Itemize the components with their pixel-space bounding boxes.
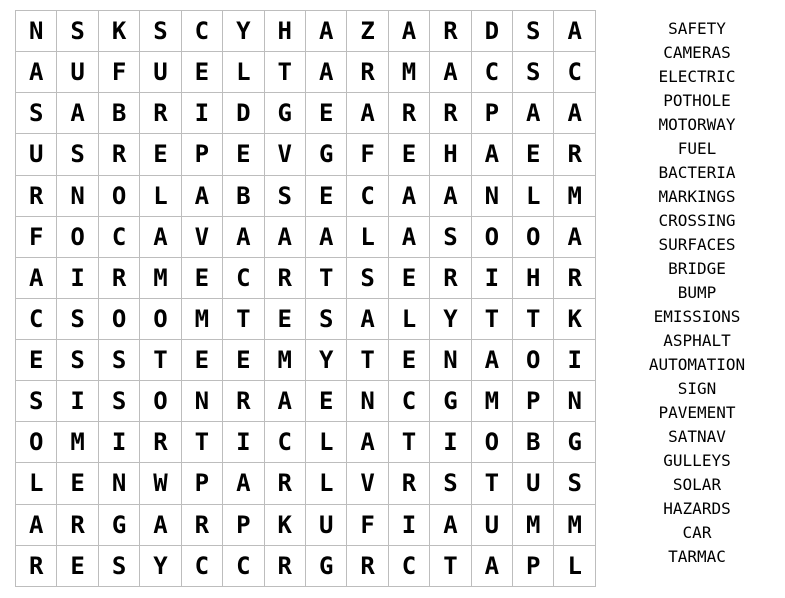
grid-cell[interactable]: L	[513, 176, 554, 217]
grid-cell[interactable]: A	[389, 11, 430, 52]
grid-cell[interactable]: V	[182, 217, 223, 258]
grid-cell[interactable]: I	[554, 340, 595, 381]
grid-cell[interactable]: A	[265, 217, 306, 258]
grid-cell[interactable]: H	[430, 134, 471, 175]
grid-cell[interactable]: S	[513, 11, 554, 52]
grid-cell[interactable]: R	[554, 134, 595, 175]
grid-cell[interactable]: R	[389, 93, 430, 134]
grid-cell[interactable]: P	[513, 546, 554, 587]
grid-cell[interactable]: S	[16, 93, 57, 134]
grid-cell[interactable]: A	[347, 299, 388, 340]
grid-cell[interactable]: M	[554, 505, 595, 546]
grid-cell[interactable]: N	[554, 381, 595, 422]
word-list-item: AUTOMATION	[648, 355, 746, 374]
word-list-item: EMISSIONS	[653, 307, 741, 326]
grid-cell[interactable]: P	[223, 505, 264, 546]
grid-cell[interactable]: S	[57, 340, 98, 381]
grid-cell[interactable]: R	[430, 258, 471, 299]
grid-cell[interactable]: G	[306, 134, 347, 175]
word-list-item: ASPHALT	[663, 331, 731, 350]
grid-cell[interactable]: E	[57, 463, 98, 504]
grid-cell[interactable]: I	[472, 258, 513, 299]
grid-cell[interactable]: E	[306, 93, 347, 134]
grid-cell[interactable]: I	[57, 258, 98, 299]
grid-cell[interactable]: W	[140, 463, 181, 504]
word-list-item: GULLEYS	[663, 451, 731, 470]
grid-cell[interactable]: M	[554, 176, 595, 217]
grid-cell[interactable]: T	[182, 422, 223, 463]
grid-cell[interactable]: T	[430, 546, 471, 587]
grid-cell[interactable]: T	[472, 299, 513, 340]
grid-cell[interactable]: S	[430, 217, 471, 258]
grid-cell[interactable]: M	[140, 258, 181, 299]
grid-cell[interactable]: U	[57, 52, 98, 93]
grid-cell[interactable]: A	[306, 217, 347, 258]
word-list-item: BACTERIA	[658, 163, 736, 182]
grid-cell[interactable]: F	[16, 217, 57, 258]
grid-cell[interactable]: S	[347, 258, 388, 299]
word-list-item: CAR	[682, 523, 712, 542]
grid-cell[interactable]: N	[347, 381, 388, 422]
grid-cell[interactable]: A	[430, 52, 471, 93]
grid-cell[interactable]: N	[472, 176, 513, 217]
grid-cell[interactable]: Y	[140, 546, 181, 587]
grid-cell[interactable]: I	[182, 93, 223, 134]
grid-cell[interactable]: R	[140, 93, 181, 134]
grid-cell[interactable]: S	[99, 340, 140, 381]
word-list-item: POTHOLE	[663, 91, 731, 110]
grid-cell[interactable]: T	[140, 340, 181, 381]
grid-cell[interactable]: A	[347, 93, 388, 134]
word-list-item: SATNAV	[668, 427, 726, 446]
grid-cell[interactable]: E	[223, 340, 264, 381]
grid-cell[interactable]: R	[99, 258, 140, 299]
grid-cell[interactable]: E	[182, 52, 223, 93]
grid-cell[interactable]: E	[140, 134, 181, 175]
word-list-item: SAFETY	[668, 19, 726, 38]
word-list-item: BUMP	[677, 283, 717, 302]
grid-cell[interactable]: L	[306, 422, 347, 463]
grid-cell[interactable]: T	[223, 299, 264, 340]
grid-cell[interactable]: S	[57, 134, 98, 175]
grid-cell[interactable]: N	[57, 176, 98, 217]
grid-cell[interactable]: A	[472, 134, 513, 175]
grid-cell[interactable]: C	[554, 52, 595, 93]
grid-cell[interactable]: T	[513, 299, 554, 340]
grid-cell[interactable]: A	[16, 258, 57, 299]
grid-cell[interactable]: C	[223, 546, 264, 587]
grid-cell[interactable]: L	[554, 546, 595, 587]
grid-cell[interactable]: B	[99, 93, 140, 134]
grid-cell[interactable]: I	[430, 422, 471, 463]
word-list-item: HAZARDS	[663, 499, 731, 518]
grid-cell[interactable]: V	[265, 134, 306, 175]
grid-cell[interactable]: Y	[223, 11, 264, 52]
grid-cell[interactable]: R	[430, 93, 471, 134]
word-list-item: CROSSING	[658, 211, 736, 230]
grid-cell[interactable]: L	[140, 176, 181, 217]
grid-cell[interactable]: O	[513, 340, 554, 381]
grid-cell[interactable]: D	[472, 11, 513, 52]
grid-cell[interactable]: A	[223, 463, 264, 504]
grid-cell[interactable]: R	[265, 546, 306, 587]
grid-cell[interactable]: A	[430, 176, 471, 217]
grid-cell[interactable]: L	[347, 217, 388, 258]
grid-cell[interactable]: A	[347, 422, 388, 463]
grid-cell[interactable]: A	[554, 217, 595, 258]
grid-cell[interactable]: K	[265, 505, 306, 546]
grid-cell[interactable]: F	[99, 52, 140, 93]
grid-cell[interactable]: T	[265, 52, 306, 93]
grid-cell[interactable]: C	[99, 217, 140, 258]
grid-cell[interactable]: O	[99, 176, 140, 217]
grid-cell[interactable]: S	[265, 176, 306, 217]
grid-cell[interactable]: A	[306, 52, 347, 93]
grid-cell[interactable]: E	[57, 546, 98, 587]
grid-cell[interactable]: M	[57, 422, 98, 463]
grid-cell[interactable]: M	[472, 381, 513, 422]
grid-cell[interactable]: G	[430, 381, 471, 422]
grid-cell[interactable]: A	[140, 505, 181, 546]
grid-cell[interactable]: C	[347, 176, 388, 217]
grid-cell[interactable]: E	[389, 134, 430, 175]
grid-cell[interactable]: L	[306, 463, 347, 504]
word-list-item: SOLAR	[672, 475, 722, 494]
grid-cell[interactable]: A	[140, 217, 181, 258]
grid-cell[interactable]: K	[99, 11, 140, 52]
grid-cell[interactable]: A	[430, 505, 471, 546]
grid-cell[interactable]: M	[389, 52, 430, 93]
grid-cell[interactable]: E	[265, 299, 306, 340]
grid-cell[interactable]: A	[472, 546, 513, 587]
grid-cell[interactable]: G	[99, 505, 140, 546]
grid-cell[interactable]: S	[99, 381, 140, 422]
word-list-item: MOTORWAY	[658, 115, 736, 134]
grid-cell[interactable]: O	[16, 422, 57, 463]
grid-cell[interactable]: M	[265, 340, 306, 381]
grid-cell[interactable]: Y	[430, 299, 471, 340]
grid-cell[interactable]: O	[472, 217, 513, 258]
grid-cell[interactable]: B	[513, 422, 554, 463]
grid-cell[interactable]: H	[265, 11, 306, 52]
grid-cell[interactable]: R	[16, 546, 57, 587]
grid-cell[interactable]: S	[16, 381, 57, 422]
grid-cell[interactable]: R	[223, 381, 264, 422]
grid-cell[interactable]: A	[554, 93, 595, 134]
grid-cell[interactable]: C	[472, 52, 513, 93]
grid-cell[interactable]: I	[57, 381, 98, 422]
grid-cell[interactable]: F	[347, 134, 388, 175]
grid-cell[interactable]: S	[430, 463, 471, 504]
grid-cell[interactable]: R	[140, 422, 181, 463]
grid-cell[interactable]: B	[223, 176, 264, 217]
grid-cell[interactable]: P	[513, 381, 554, 422]
grid-cell[interactable]: A	[223, 217, 264, 258]
word-list-item: BRIDGE	[668, 259, 726, 278]
grid-cell[interactable]: R	[430, 11, 471, 52]
grid-cell[interactable]: T	[306, 258, 347, 299]
grid-cell[interactable]: O	[140, 381, 181, 422]
grid-cell[interactable]: S	[57, 11, 98, 52]
grid-cell[interactable]: P	[182, 463, 223, 504]
grid-cell[interactable]: S	[554, 463, 595, 504]
grid-cell[interactable]: L	[389, 299, 430, 340]
grid-cell[interactable]: N	[182, 381, 223, 422]
grid-cell[interactable]: S	[513, 52, 554, 93]
grid-cell[interactable]: T	[389, 422, 430, 463]
grid-cell[interactable]: C	[182, 546, 223, 587]
grid-cell[interactable]: N	[16, 11, 57, 52]
grid-cell[interactable]: O	[140, 299, 181, 340]
grid-cell[interactable]: O	[57, 217, 98, 258]
grid-cell[interactable]: K	[554, 299, 595, 340]
grid-cell[interactable]: R	[57, 505, 98, 546]
grid-cell[interactable]: R	[16, 176, 57, 217]
grid-cell[interactable]: A	[472, 340, 513, 381]
grid-cell[interactable]: A	[182, 176, 223, 217]
grid-cell[interactable]: F	[347, 505, 388, 546]
grid-cell[interactable]: C	[223, 258, 264, 299]
grid-cell[interactable]: C	[265, 422, 306, 463]
grid-cell[interactable]: N	[430, 340, 471, 381]
word-list-item: CAMERAS	[663, 43, 731, 62]
grid-cell[interactable]: U	[16, 134, 57, 175]
grid-cell[interactable]: R	[554, 258, 595, 299]
grid-cell[interactable]: A	[16, 505, 57, 546]
grid-cell[interactable]: P	[472, 93, 513, 134]
word-list-item: SURFACES	[658, 235, 736, 254]
grid-cell[interactable]: I	[389, 505, 430, 546]
grid-cell[interactable]: E	[389, 258, 430, 299]
grid-cell[interactable]: L	[223, 52, 264, 93]
word-list-item: SIGN	[677, 379, 717, 398]
grid-cell[interactable]: O	[472, 422, 513, 463]
grid-cell[interactable]: C	[16, 299, 57, 340]
grid-cell[interactable]: M	[182, 299, 223, 340]
grid-cell[interactable]: U	[140, 52, 181, 93]
grid-cell[interactable]: U	[306, 505, 347, 546]
grid-cell[interactable]: Z	[347, 11, 388, 52]
grid-cell[interactable]: E	[513, 134, 554, 175]
grid-cell[interactable]: R	[265, 258, 306, 299]
letter-grid	[15, 10, 596, 587]
grid-cell[interactable]: S	[57, 299, 98, 340]
grid-cell[interactable]: A	[389, 217, 430, 258]
word-list-item: TARMAC	[668, 547, 726, 566]
grid-cell[interactable]: O	[513, 217, 554, 258]
grid-cell[interactable]: R	[347, 52, 388, 93]
grid-cell[interactable]: R	[347, 546, 388, 587]
grid-cell[interactable]: A	[57, 93, 98, 134]
grid-cell[interactable]: U	[472, 505, 513, 546]
grid-cell[interactable]: C	[389, 546, 430, 587]
grid-cell[interactable]: A	[306, 11, 347, 52]
grid-cell[interactable]: S	[140, 11, 181, 52]
grid-cell[interactable]: R	[389, 463, 430, 504]
grid-cell[interactable]: O	[99, 299, 140, 340]
grid-cell[interactable]: A	[265, 381, 306, 422]
word-list-item: PAVEMENT	[658, 403, 736, 422]
grid-cell[interactable]: T	[472, 463, 513, 504]
grid-cell[interactable]: D	[223, 93, 264, 134]
grid-cell[interactable]: E	[16, 340, 57, 381]
grid-cell[interactable]: E	[223, 134, 264, 175]
grid-cell[interactable]: E	[306, 176, 347, 217]
grid-cell[interactable]: S	[306, 299, 347, 340]
grid-cell[interactable]: E	[182, 340, 223, 381]
grid-cell[interactable]: E	[182, 258, 223, 299]
word-list	[612, 17, 782, 569]
grid-cell[interactable]: U	[513, 463, 554, 504]
grid-cell[interactable]: P	[182, 134, 223, 175]
grid-cell[interactable]: G	[554, 422, 595, 463]
grid-cell[interactable]: V	[347, 463, 388, 504]
grid-cell[interactable]: Y	[306, 340, 347, 381]
grid-cell[interactable]: A	[554, 11, 595, 52]
word-list-item: FUEL	[677, 139, 717, 158]
grid-cell[interactable]: G	[265, 93, 306, 134]
grid-cell[interactable]: T	[347, 340, 388, 381]
grid-cell[interactable]: C	[182, 11, 223, 52]
grid-cell[interactable]: M	[513, 505, 554, 546]
grid-cell[interactable]: E	[389, 340, 430, 381]
grid-cell[interactable]: I	[99, 422, 140, 463]
grid-cell[interactable]: A	[389, 176, 430, 217]
grid-cell[interactable]: R	[99, 134, 140, 175]
grid-cell[interactable]: R	[182, 505, 223, 546]
word-list-item: ELECTRIC	[658, 67, 736, 86]
grid-cell[interactable]: A	[513, 93, 554, 134]
grid-cell[interactable]: L	[16, 463, 57, 504]
grid-cell[interactable]: C	[389, 381, 430, 422]
word-list-item: MARKINGS	[658, 187, 736, 206]
grid-cell[interactable]: A	[16, 52, 57, 93]
grid-cell[interactable]: E	[306, 381, 347, 422]
grid-cell[interactable]: I	[223, 422, 264, 463]
grid-cell[interactable]: G	[306, 546, 347, 587]
grid-cell[interactable]: H	[513, 258, 554, 299]
grid-cell[interactable]: S	[99, 546, 140, 587]
grid-cell[interactable]: N	[99, 463, 140, 504]
grid-cell[interactable]: R	[265, 463, 306, 504]
